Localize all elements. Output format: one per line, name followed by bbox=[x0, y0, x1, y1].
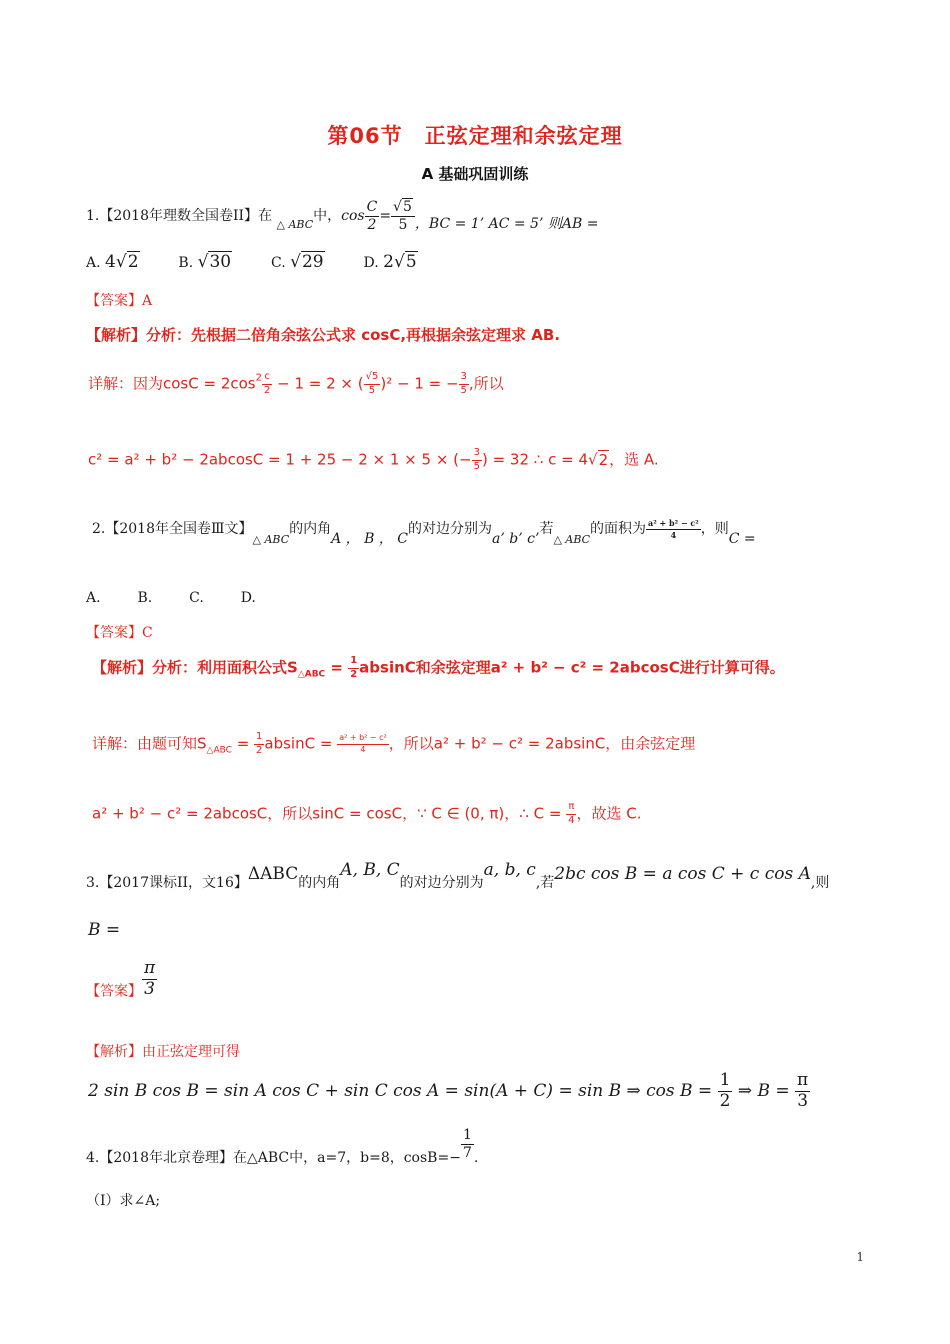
q1-option-c[interactable]: C. √29 bbox=[271, 252, 324, 272]
page-title bbox=[0, 120, 950, 150]
q4-part-1: （Ⅰ）求∠A; bbox=[86, 1193, 161, 1209]
q1-option-a[interactable]: A. 4√2 bbox=[86, 252, 139, 272]
q3-source: 【2017课标II，文16】 bbox=[99, 875, 248, 891]
q1-stem: 1.【2018年理数全国卷II】在 $_{\triangle ABC}$中，cos $\frac{C}{2}$ = $\frac{√5}{5}$ ，BC = 1’ AC = 5’ 则AB = bbox=[86, 199, 599, 233]
q2-option-d[interactable]: D. bbox=[240, 590, 256, 606]
q2-option-c[interactable]: C. bbox=[189, 590, 204, 606]
q1-frac-sqrt5: $\frac{√5}{5}$ bbox=[391, 200, 415, 232]
q3-answer: 【答案】 $\frac{\pi}{3}$ bbox=[86, 958, 156, 1000]
q2-source: 【2018年全国卷Ⅲ文】 bbox=[105, 521, 253, 537]
q2-detail-2: a² + b² − c² = 2abcosC，所以sinC = cosC，∵ C ∈ (0, π)，∴ C = $\frac{\pi}{4}$ ，故选 C. bbox=[92, 801, 642, 826]
q3-derivation: 2 sin B cos B = sin A cos C + sin C cos A = sin(A + C) = sin B ⇒ cos B = $\frac{1}{2}$ ⇒ B = $\frac{\pi}{3}$ bbox=[88, 1070, 809, 1111]
q3-b-equals: B = bbox=[88, 920, 121, 940]
q2-detail-1: 详解：由题可知$S_{\triangle ABC}$ = $\frac{1}{2}$ absinC = $\frac{\text{a² + b² − c²}}{4}$ ，所以a² + b² − c² = 2absinC，由余弦定理 bbox=[92, 731, 696, 756]
section-name: 正弦定理和余弦定理 bbox=[424, 124, 623, 148]
page-number: 1 bbox=[856, 1250, 864, 1264]
q1-detail-1: 详解：因为$\cos C = 2\cos^2$ $\frac{c}{2}$ − 1 = 2 × ( $\frac{√5}{5}$ )² − 1 = − $\frac{3}{5}$ ,所以 bbox=[88, 371, 504, 396]
page-subtitle: A 基础巩固训练 bbox=[421, 165, 529, 183]
q1-source: 【2018年理数全国卷II】 bbox=[99, 208, 259, 225]
q1-detail-2: c² = a² + b² − 2abcosC = 1 + 25 − 2 × 1 × 5 × (− $\frac{3}{5}$ ) = 32 ∴ c = 4√2，选 A. bbox=[88, 447, 659, 472]
q1-options bbox=[86, 252, 418, 272]
q3-analysis: 【解析】由正弦定理可得 bbox=[86, 1044, 240, 1060]
q1-analysis: 【解析】分析：先根据二倍角余弦公式求 cosC,再根据余弦定理求 AB. bbox=[86, 326, 561, 344]
q2-analysis: 【解析】分析：利用面积公式$S_{\triangle ABC}$ = $\frac{1}{2}$ absinC和余弦定理a² + b² − c² = 2abcosC进行计算可得。 bbox=[92, 655, 785, 680]
q2-options bbox=[86, 590, 256, 606]
q3-stem: 3.【2017课标II，文16】ΔABC的内角A, B, C的对边分别为a, b, c,若2bc cos B = a cos C + c cos A,则 bbox=[86, 860, 830, 891]
q2-option-b[interactable]: B. bbox=[137, 590, 153, 606]
q1-frac-c2: $\frac{C}{2}$ bbox=[366, 199, 378, 233]
q4-source: 【2018年北京卷理】 bbox=[99, 1150, 233, 1167]
q1-option-d[interactable]: D. 2√5 bbox=[363, 252, 417, 272]
section-number: 第06节 bbox=[327, 124, 403, 148]
q1-answer: 【答案】A bbox=[86, 293, 153, 309]
q4-stem: 4.【2018年北京卷理】在△ABC中，a=7，b=8，cosB=− $\frac{1}{7}$ . bbox=[86, 1127, 479, 1167]
q2-answer: 【答案】C bbox=[86, 625, 153, 641]
q2-area-frac: $\frac{\text{a² + b² − c²}}{4}$ bbox=[648, 518, 699, 540]
q2-option-a[interactable]: A. bbox=[86, 590, 101, 606]
q2-stem: 2.【2018年全国卷Ⅲ文】$_{\triangle ABC}$的内角A ， B ， C的对边分别为a’ b’ c’若$_{\triangle ABC}$的面积为 $\frac{\text{a² + b² − c²}}{4}$ ，则C = bbox=[92, 518, 756, 547]
q1-option-b[interactable]: B. √30 bbox=[178, 252, 232, 272]
